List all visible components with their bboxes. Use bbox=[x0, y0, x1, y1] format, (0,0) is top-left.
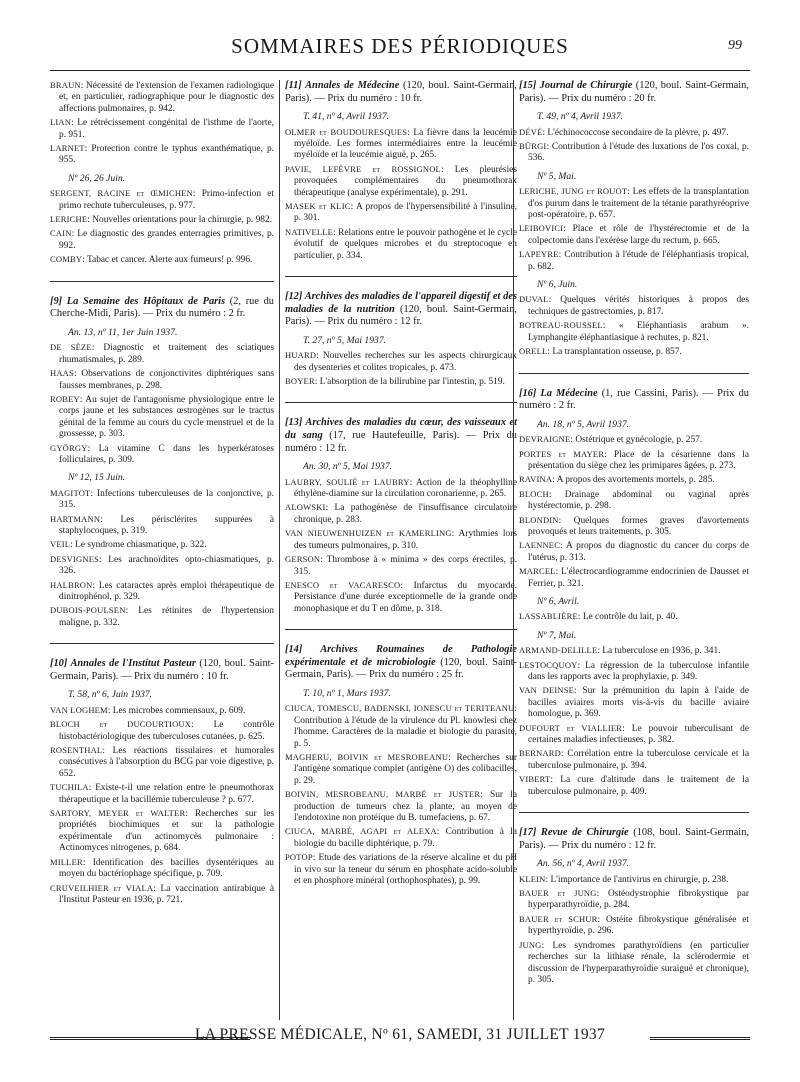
article-entry bbox=[285, 227, 517, 262]
column-right bbox=[519, 80, 749, 988]
article-title: : La tuberculose en 1936, p. 341. bbox=[597, 646, 721, 657]
article-entry bbox=[285, 502, 517, 526]
section-separator bbox=[285, 402, 517, 403]
article-entry bbox=[50, 539, 274, 551]
article-title: : La cure d'altitude dans le traitement de la tuberculose pulmonaire, p. 409. bbox=[528, 775, 749, 797]
header-rule bbox=[50, 70, 750, 71]
section-separator bbox=[285, 276, 517, 277]
article-author: DEVRAIGNE bbox=[519, 434, 571, 445]
article-entry bbox=[285, 554, 517, 578]
issue-heading: T. 27, nº 5, Mai 1937. bbox=[303, 334, 387, 346]
article-entry bbox=[50, 368, 274, 392]
issue-heading: An. 13, nº 11, 1er Juin 1937. bbox=[68, 326, 178, 338]
issue-heading: T. 58, nº 6, Juin 1937. bbox=[68, 689, 153, 701]
article-entry bbox=[519, 748, 749, 772]
article-entry bbox=[50, 605, 274, 629]
column-divider bbox=[279, 80, 280, 1020]
article-author: KLEIN bbox=[519, 873, 546, 884]
journal-details: (120, boul. Saint-Germain, Paris). — Prix du numéro : 25 fr. bbox=[285, 656, 518, 681]
article-entry bbox=[285, 826, 517, 850]
article-author: VEIL bbox=[50, 539, 71, 550]
article-author: LEIBOVICI bbox=[519, 223, 564, 234]
page-number: 99 bbox=[728, 38, 742, 53]
journal-heading bbox=[285, 417, 517, 455]
article-title: : Le diagnostic des grandes enterragies primitives, p. 992. bbox=[59, 229, 274, 251]
article-title: : Le contrôle histobactériologique des tuberculoses cutanées, p. 625. bbox=[59, 720, 274, 742]
article-author: RAVINA bbox=[519, 474, 553, 485]
issue-heading: T. 41, nº 4, Avril 1937. bbox=[303, 111, 390, 123]
article-entry bbox=[519, 888, 749, 912]
article-entry bbox=[50, 514, 274, 538]
article-title: : Diagnostic et traitement des sciatiques rhumatismales, p. 289. bbox=[59, 343, 274, 365]
article-author: VAN DEINSE bbox=[519, 685, 575, 696]
article-author: ARMAND-DELILLE bbox=[519, 645, 598, 656]
article-entry bbox=[519, 874, 749, 886]
article-title: : Les rétinites de l'hypertension maligne, p. 332. bbox=[59, 606, 274, 628]
article-title: : Les microbes commensaux, p. 609. bbox=[107, 705, 246, 716]
article-entry bbox=[285, 703, 517, 750]
article-title: : Primo-infection et primo rechute tuberculeuses, p. 977. bbox=[59, 189, 275, 211]
journal-details: (108, boul. Saint-Germain, Paris). — Prix du numéro : 12 fr. bbox=[519, 827, 749, 851]
article-author: POTOP bbox=[285, 852, 313, 863]
page-title: SOMMAIRES DES PÉRIODIQUES bbox=[231, 34, 569, 58]
article-entry bbox=[285, 201, 517, 225]
journal-heading bbox=[519, 80, 749, 105]
journal-heading bbox=[50, 658, 274, 683]
article-entry bbox=[519, 474, 749, 486]
issue-heading: Nº 7, Mai. bbox=[537, 629, 577, 641]
article-entry bbox=[519, 685, 749, 720]
article-entry bbox=[519, 434, 749, 446]
article-author: BLOCH et DUCOURTIOUX bbox=[50, 719, 192, 730]
issue-heading: T. 10, nº 1, Mars 1937. bbox=[303, 687, 391, 699]
article-entry bbox=[50, 580, 274, 604]
article-author: BLOCH bbox=[519, 488, 549, 499]
journal-name: [14] Archives Roumaines de Pathologie expérimentale et de microbiologie bbox=[285, 644, 517, 668]
article-author: VAN NIEUWENHUIZEN et KAMERLING bbox=[285, 528, 452, 539]
page-header bbox=[50, 34, 750, 64]
article-entry bbox=[50, 857, 274, 881]
article-title: : Les cataractes après emploi thérapeutique de dinitrophénol, p. 329. bbox=[59, 580, 274, 602]
journal-heading bbox=[50, 296, 274, 321]
issue-heading: Nº 6, Avril. bbox=[537, 595, 580, 607]
article-author: HARTMANN bbox=[50, 513, 101, 524]
article-title: : Le contrôle du lait, p. 40. bbox=[577, 612, 678, 623]
article-entry bbox=[50, 80, 274, 115]
article-author: COMBY bbox=[50, 254, 83, 265]
article-author: LERICHE bbox=[50, 214, 88, 225]
journal-heading bbox=[285, 291, 517, 329]
article-title: : Nouvelles recherches sur les aspects chirurgicaux des dysenteries et colites tropicales, p. 473. bbox=[294, 351, 517, 373]
article-entry bbox=[50, 214, 274, 226]
journal-heading bbox=[519, 388, 749, 413]
article-title: : Infections tuberculeuses de la conjonctive, p. 315. bbox=[59, 488, 274, 511]
article-title: : Nouvelles orientations pour la chirurgie, p. 982. bbox=[87, 215, 272, 226]
article-title: : Ostéodystrophie fibrokystique par hyperparathyroïdie, p. 284. bbox=[528, 889, 749, 911]
journal-name: [13] Archives des maladies du cœur, des vaisseaux et du sang bbox=[285, 417, 517, 442]
article-title: : Existe-t-il une relation entre le pneumothorax thérapeutique et la bacillémie tuberculeuse ? p. 677. bbox=[59, 783, 274, 805]
article-author: CAIN bbox=[50, 228, 72, 239]
article-entry bbox=[519, 566, 749, 590]
article-entry bbox=[519, 723, 749, 747]
article-title: : Les réactions tissulaires et humorales consécutives à l'absorption du BCG par voie digestive, p. 652. bbox=[59, 746, 274, 779]
article-entry bbox=[285, 752, 517, 787]
article-entry bbox=[50, 143, 274, 167]
article-author: PAVIE, LEFÈVRE et ROSSIGNOL bbox=[285, 163, 441, 174]
journal-details: (17, rue Hautefeuille, Paris). — Prix du numéro : 12 fr. bbox=[285, 430, 517, 454]
article-entry bbox=[519, 940, 749, 987]
article-title: : Sur la prémunition du lapin à l'aide de bacilles aviaires morts vis-à-vis du bacille aviaire homologue, p. 369. bbox=[528, 686, 750, 720]
section-separator bbox=[519, 373, 749, 374]
journal-heading bbox=[285, 644, 517, 682]
article-entry bbox=[285, 580, 517, 615]
article-entry bbox=[285, 164, 517, 199]
journal-heading bbox=[519, 827, 749, 852]
article-entry bbox=[50, 228, 274, 252]
article-author: GYÖRGY bbox=[50, 442, 88, 453]
article-entry bbox=[519, 249, 749, 273]
article-title: : Infarctus du myocarde. Persistance d'une durée exceptionnelle de la grande onde monophasique et du T en dôme, p. 318. bbox=[294, 580, 518, 614]
article-entry bbox=[519, 645, 749, 657]
article-entry bbox=[50, 719, 274, 743]
article-entry bbox=[285, 789, 517, 824]
article-author: BÜRGI bbox=[519, 141, 547, 151]
section-separator bbox=[50, 281, 274, 282]
journal-details: (120, boul. Saint-Germain, Paris). — Prix du numéro : 10 fr. bbox=[285, 80, 517, 104]
article-entry bbox=[50, 554, 274, 578]
article-title: : Etude des variations de la réserve alcaline et du pH in vivo sur la teneur du sérum en phosphate acido-soluble et en phosphore minéral (orthophosphates), p. 99. bbox=[294, 853, 517, 886]
article-entry bbox=[519, 515, 749, 539]
article-title: : L'échinococcose secondaire de la plèvre, p. 497. bbox=[542, 127, 729, 138]
article-author: ROBEY bbox=[50, 393, 80, 404]
article-title: : A propos du diagnostic du cancer du corps de l'utérus, p. 313. bbox=[528, 541, 749, 563]
article-author: BOTREAU-ROUSSEL bbox=[519, 320, 603, 331]
issue-heading: Nº 12, 15 Juin. bbox=[68, 472, 126, 484]
article-author: MARCEL bbox=[519, 566, 556, 577]
journal-details: (2, rue du Cherche-Midi, Paris). — Prix du numéro : 2 fr. bbox=[50, 295, 274, 320]
article-author: LESTOCQUOY bbox=[519, 659, 578, 670]
article-title: : Contribution à l'étude des luxations de l'os coxal, p. 536. bbox=[528, 142, 749, 164]
article-title: : La régression de la tuberculose infantile dans les rapports avec la prophylaxie, p. 349. bbox=[528, 660, 749, 682]
journal-details: (120, boul. Saint-Germain, Paris). — Prix du numéro : 20 fr. bbox=[519, 80, 749, 104]
article-author: TUCHILA bbox=[50, 782, 89, 793]
article-title: : A propos de l'hypersensibilité à l'insuline, p. 301. bbox=[294, 202, 517, 224]
article-author: DÉVÉ bbox=[519, 126, 543, 137]
article-entry bbox=[519, 294, 749, 318]
article-entry bbox=[50, 883, 274, 907]
article-author: PORTES et MAYER bbox=[519, 448, 605, 459]
article-author: DUVAL bbox=[519, 294, 549, 305]
article-title: : Relations entre le pouvoir pathogène et le cycle évolutif de quelques microbes et du streptocoque en particulier, p. 334. bbox=[294, 227, 517, 261]
article-entry bbox=[285, 528, 517, 552]
article-title: : Observations de conjonctivites diphtériques sans fausses membranes, p. 298. bbox=[59, 369, 274, 391]
article-entry bbox=[50, 394, 274, 441]
journal-name: [9] La Semaine des Hôpitaux de Paris bbox=[50, 295, 226, 307]
article-author: JUNG bbox=[519, 939, 542, 950]
article-author: ORELL bbox=[519, 346, 548, 357]
article-entry bbox=[519, 660, 749, 684]
article-title: : Les arachnoïdites opto-chiasmatiques, p. 326. bbox=[59, 554, 274, 577]
article-author: BOYER bbox=[285, 376, 315, 387]
article-title: : Le pouvoir tuberculisant de certaines maladies infectieuses, p. 382. bbox=[528, 723, 749, 746]
article-title: : Le syndrome chiasmatique, p. 322. bbox=[70, 540, 207, 551]
journal-details: (120, boul. Saint-Germain, Paris). — Prix du numéro : 12 fr. bbox=[285, 303, 517, 328]
article-title: : Recherches sur l'antigène somatique complet (antigène O) des colibacilles, p. 29. bbox=[294, 752, 517, 786]
article-author: BAUER et JUNG bbox=[519, 888, 597, 899]
column-middle bbox=[285, 80, 517, 889]
article-entry bbox=[519, 489, 749, 513]
article-entry bbox=[50, 488, 274, 512]
article-title: : La vitamine C dans les hyperkératoses folliculaires, p. 309. bbox=[59, 443, 274, 465]
article-entry bbox=[519, 127, 749, 139]
journal-name: [16] La Médecine bbox=[519, 387, 598, 399]
article-title: : L'absorption de la bilirubine par l'intestin, p. 519. bbox=[314, 377, 505, 388]
issue-heading: Nº 5, Mai. bbox=[537, 170, 577, 182]
journal-name: [11] Annales de Médecine bbox=[285, 80, 400, 91]
article-author: ALOWSKI bbox=[285, 502, 326, 513]
article-author: BAUER et SCHUR bbox=[519, 913, 598, 924]
article-entry bbox=[519, 346, 749, 358]
article-title: : La transplantation osseuse, p. 857. bbox=[547, 347, 682, 358]
article-title: : A propos des avortements mortels, p. 285. bbox=[552, 475, 715, 486]
article-title: : La pathogénèse de l'insuffisance circulatoire chronique, p. 283. bbox=[294, 503, 517, 525]
article-title: : Au sujet de l'antagonisme physiologique entre le corps jaune et les substances œstrogènes sur le tractus génital de la femme au cours du cycle menstruel et de la grossesse, p. 303. bbox=[59, 394, 274, 440]
article-author: CRUVEILHIER et VIALA bbox=[50, 882, 154, 893]
article-entry bbox=[50, 342, 274, 366]
journal-heading bbox=[285, 80, 517, 105]
article-title: : L'importance de l'antivirus en chirurgie, p. 238. bbox=[545, 874, 729, 885]
article-title: : Recherches sur les propriétés biochimiques et sur la pathologie expérimentale d'un actinomycès pulmonaire : Actinomyces nitrogenes, p. 684. bbox=[59, 809, 275, 854]
article-entry bbox=[285, 376, 517, 388]
article-author: LERICHE, JUNG et ROUOT bbox=[519, 186, 628, 197]
article-entry bbox=[519, 774, 749, 798]
article-entry bbox=[519, 611, 749, 623]
article-author: MAGITOT bbox=[50, 487, 91, 498]
article-entry bbox=[50, 254, 274, 266]
column-divider bbox=[513, 80, 514, 1020]
article-entry bbox=[50, 782, 274, 806]
article-entry bbox=[50, 443, 274, 467]
journal-name: [10] Annales de l'Institut Pasteur bbox=[50, 658, 196, 670]
article-title: : La fièvre dans la leucémie myéloïde. Les formes intermédiaires entre la leucémie myéloïde et la leucémie aiguë, p. 265. bbox=[294, 127, 517, 161]
article-author: HAAS bbox=[50, 368, 74, 379]
article-title: : Place et rôle de l'hystérectomie et de la colpectomie dans l'exérèse large du rectum, p. 665. bbox=[528, 224, 749, 246]
column-left bbox=[50, 80, 274, 908]
issue-heading: T. 49, nº 4, Avril 1937. bbox=[537, 111, 624, 123]
article-title: : Contribution à l'étude de la virulence du Pl. knowlesi chez l'homme. Caractères de la maladie et biologie du parasite, p. 5. bbox=[294, 704, 517, 749]
article-title: : Identification des bacilles dysentériques au moyen du bactériophage spécifique, p. 709. bbox=[59, 857, 274, 880]
article-title: : Contribution à l'étude de l'éléphantiasis tropical, p. 682. bbox=[528, 250, 749, 272]
journal-name: [17] Revue de Chirurgie bbox=[519, 827, 629, 839]
article-author: BOIVIN, MESROBEANU, MARBÉ et JUSTER bbox=[285, 789, 481, 800]
article-entry bbox=[285, 477, 517, 501]
journal-name: [15] Journal de Chirurgie bbox=[519, 80, 633, 91]
article-entry bbox=[285, 127, 517, 162]
article-title: : Quelques formes graves d'avortements provoqués et leurs traitements, p. 305. bbox=[528, 515, 749, 537]
article-title: : Quelques vérités historiques à propos des techniques de gastrectomies, p. 817. bbox=[528, 295, 749, 317]
article-author: ROSENTHAL bbox=[50, 745, 103, 756]
article-author: CIUCA, MARBÉ, AGAPI et ALEXA bbox=[285, 826, 437, 837]
article-author: LARNET bbox=[50, 143, 85, 154]
article-entry bbox=[519, 223, 749, 247]
issue-heading: Nº 6, Juin. bbox=[537, 279, 578, 291]
article-author: SERGENT, RACINE et ŒMICHEN bbox=[50, 188, 193, 199]
article-entry bbox=[519, 914, 749, 938]
article-author: SARTORY, MEYER et WALTER bbox=[50, 808, 186, 819]
article-author: LAUBRY, SOULIÉ et LAUBRY bbox=[285, 476, 410, 487]
article-author: BERNARD bbox=[519, 748, 562, 759]
issue-heading: An. 18, nº 5, Avril 1937. bbox=[537, 418, 630, 430]
article-title: : « Eléphantiasis arabum ». Lymphangite éléphantiasique à rechutes, p. 821. bbox=[528, 321, 749, 343]
article-title: : Les effets de la transplantation d'os purum dans le traitement de la tétanie parathyréoprive post-opératoire, p. 657. bbox=[528, 187, 749, 221]
issue-heading: Nº 26, 26 Juin. bbox=[68, 172, 126, 184]
article-entry bbox=[50, 188, 274, 212]
article-title: : Protection contre le typhus exanthématique, p. 955. bbox=[59, 144, 274, 166]
footer-text: LA PRESSE MÉDICALE, Nº 61, SAMEDI, 31 JUILLET 1937 bbox=[194, 1026, 606, 1043]
article-title: : Sur la production de tumeurs chez la plante, au moyen de l'endotoxine non protéique du B. tumefaciens, p. 67. bbox=[294, 790, 517, 823]
article-entry bbox=[519, 186, 749, 221]
issue-heading: An. 30, nº 5, Mai 1937. bbox=[303, 461, 393, 473]
article-entry bbox=[50, 117, 274, 141]
article-entry bbox=[519, 449, 749, 473]
article-title: : Ostétrique et gynécologie, p. 257. bbox=[570, 435, 703, 446]
article-author: MILLER bbox=[50, 856, 83, 867]
journal-name: [12] Archives des maladies de l'appareil digestif et des maladies de la nutrition bbox=[285, 291, 517, 315]
article-entry bbox=[50, 705, 274, 717]
article-title: : Nécessité de l'extension de l'examen radiologique et, en particulier, radiographique pour le diagnostic des affections pulmonaires, p. 942. bbox=[59, 81, 274, 114]
article-entry bbox=[285, 852, 517, 887]
journal-details: (1, rue Cassini, Paris). — Prix du numéro : 2 fr. bbox=[519, 387, 749, 412]
article-entry bbox=[519, 540, 749, 564]
article-title: : Tabac et cancer. Alerte aux fumeurs! p. 996. bbox=[82, 255, 253, 266]
article-author: ENESCO et VACARESCO bbox=[285, 579, 401, 590]
article-author: LAENNEC bbox=[519, 540, 561, 551]
article-title: : Le rétrécissement congénital de l'isthme de l'aorte, p. 951. bbox=[59, 118, 274, 140]
article-title: : Les pleurésies provoquées complémentaires du pneumothorax thérapeutique (analyse expérimentale), p. 291. bbox=[294, 164, 517, 198]
article-title: : Drainage abdominal ou vaginal après hystérectomie, p. 298. bbox=[528, 489, 749, 512]
issue-heading: An. 56, nº 4, Avril 1937. bbox=[537, 858, 630, 870]
article-author: HUARD bbox=[285, 350, 317, 361]
footer-rule-right bbox=[650, 1037, 750, 1040]
article-title: : Ostéite fibrokystique généralisée et hyperthyroïdie, p. 296. bbox=[528, 914, 750, 937]
article-author: MASEK et KLIC bbox=[285, 201, 351, 212]
article-entry bbox=[50, 808, 274, 855]
article-title: : Les syndromes parathyroïdiens (en particulier recherches sur la lithiase rénale, la sclérodermie et discussion de l'hyperparathyroïdie suraiguë et chronique), p. 305. bbox=[528, 940, 749, 985]
article-author: NATIVELLE bbox=[285, 226, 334, 237]
article-author: HALBRON bbox=[50, 579, 93, 590]
article-author: BLONDIN bbox=[519, 514, 559, 525]
article-author: VAN LOGHEM bbox=[50, 704, 108, 715]
article-author: MAGHERU, BOIVIN et MESROBEANU bbox=[285, 751, 449, 762]
article-author: LASSABLIÈRE bbox=[519, 611, 578, 622]
article-entry bbox=[519, 320, 749, 344]
article-title: : Place de la césarienne dans la présentation du siège chez les primipares âgées, p. 273. bbox=[528, 449, 749, 471]
article-title: : L'électrocardiogramme endocrinien de Dausset et Ferrier, p. 321. bbox=[528, 567, 749, 589]
article-entry bbox=[519, 141, 749, 165]
section-separator bbox=[519, 812, 749, 813]
section-separator bbox=[285, 629, 517, 630]
article-title: : Contribution à la biologie du bacille diphtérique, p. 79. bbox=[294, 827, 517, 849]
article-title: : La vaccination antirabique à l'Institut Pasteur en 1936, p. 721. bbox=[59, 883, 274, 905]
article-author: DUFOURT et VIALLIER bbox=[519, 722, 623, 733]
article-author: LIAN bbox=[50, 117, 72, 128]
article-author: LAPEYRE bbox=[519, 249, 559, 260]
article-author: OLMER et BOUDOURESQUES bbox=[285, 126, 408, 137]
article-author: GERSON bbox=[285, 554, 321, 565]
article-entry bbox=[285, 350, 517, 374]
article-author: CIUCA, TOMESCU, BADENSKI, IONESCU et TERITEANU bbox=[285, 703, 515, 714]
article-author: BRAUN bbox=[50, 80, 81, 90]
article-author: VIBERT bbox=[519, 774, 551, 785]
article-author: DUBOIS-POULSEN bbox=[50, 605, 126, 616]
article-title: : Arythmies lors des tumeurs pulmonaires, p. 310. bbox=[294, 529, 517, 551]
article-title: : Les périsclérites suppurées à staphylocoques, p. 319. bbox=[59, 514, 274, 536]
article-entry bbox=[50, 745, 274, 780]
section-separator bbox=[50, 643, 274, 644]
article-author: DESVIGNES bbox=[50, 553, 100, 564]
article-title: : Action de la théophylline éthylène-diamine sur la circulation coronarienne, p. 265. bbox=[294, 477, 517, 500]
article-title: : Thrombose à « minima » des corps érectiles, p. 315. bbox=[294, 555, 517, 577]
page-footer bbox=[50, 1026, 750, 1050]
journal-details: (120, boul. Saint-Germain, Paris). — Prix du numéro : 10 fr. bbox=[50, 658, 274, 682]
article-author: DE SÈZE bbox=[50, 342, 92, 353]
article-title: : Corrélation entre la tuberculose cervicale et la tuberculose pulmonaire, p. 394. bbox=[528, 749, 749, 771]
